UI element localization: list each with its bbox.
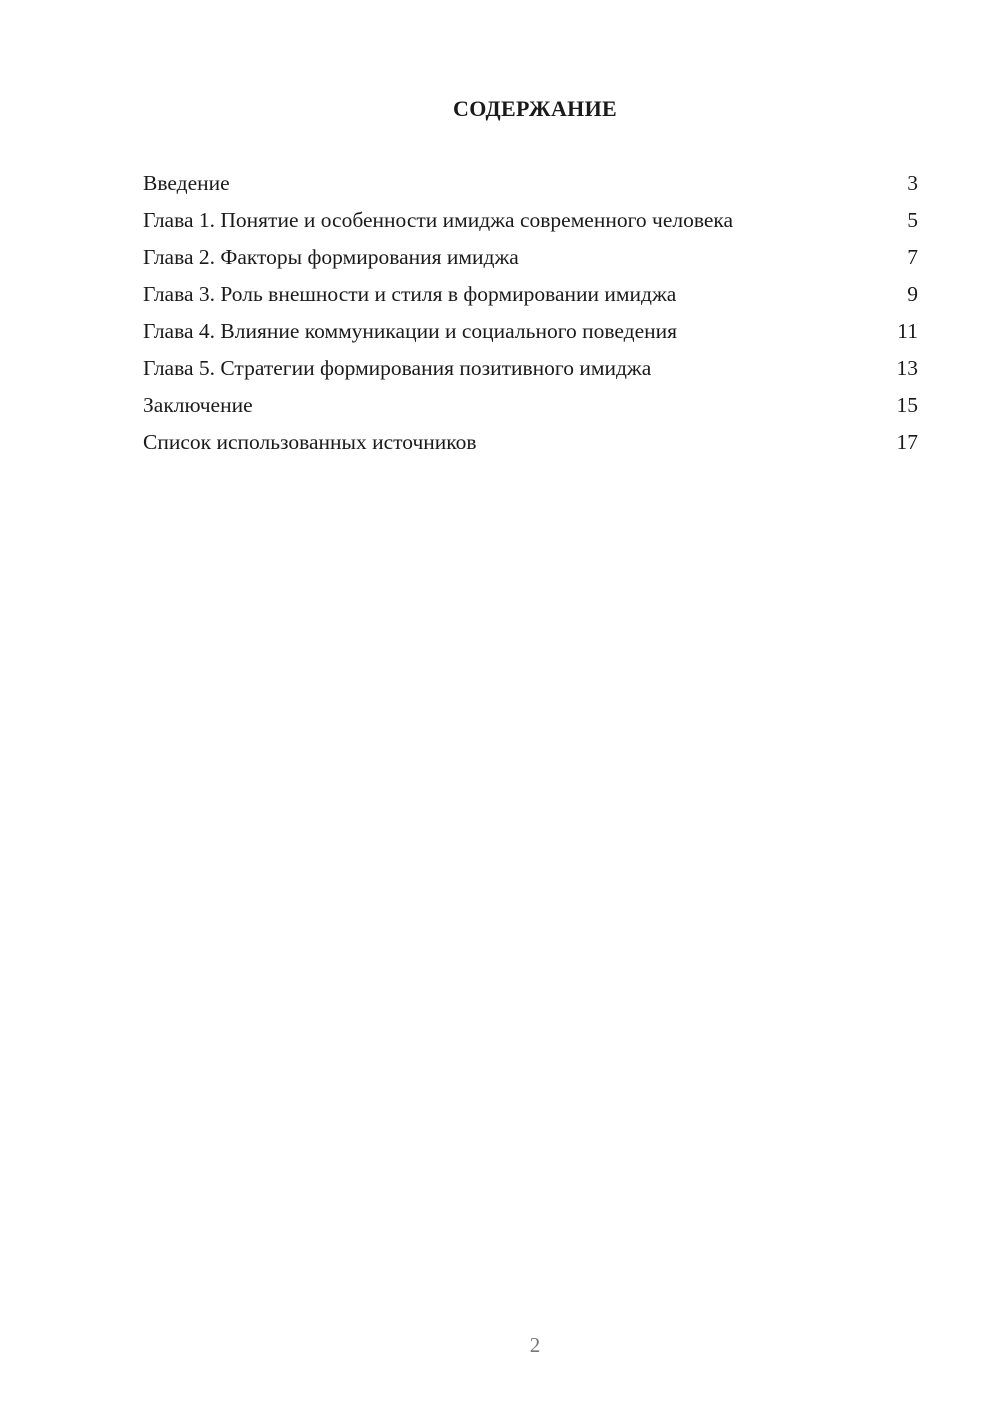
toc-entry-chapter-3: [143, 281, 918, 308]
toc-entry-label: Глава 2. Факторы формирования имиджа: [143, 245, 519, 269]
toc-entry-page: 3: [907, 171, 918, 195]
toc-entry-references: [143, 429, 918, 456]
toc-entry-label: Глава 3. Роль внешности и стиля в формировании имиджа: [143, 282, 677, 306]
toc-entry-page: 5: [907, 208, 918, 232]
toc-entry-page: 7: [907, 245, 918, 269]
toc-title: СОДЕРЖАНИЕ: [453, 96, 617, 121]
toc-entry-page: 13: [896, 356, 918, 380]
toc-entry-page: 9: [907, 282, 918, 306]
toc-entry-page: 17: [896, 430, 918, 454]
toc-entry-chapter-5: [143, 355, 918, 382]
toc-entry-introduction: [143, 170, 918, 197]
toc-entry-label: Глава 4. Влияние коммуникации и социального поведения: [143, 319, 678, 343]
toc-entry-label: Введение: [143, 171, 230, 195]
toc-entry-label: Глава 5. Стратегии формирования позитивного имиджа: [143, 356, 652, 380]
table-of-contents: [143, 170, 918, 466]
toc-entry-label: Заключение: [143, 393, 253, 417]
toc-entry-page: 11: [897, 319, 918, 343]
toc-entry-label: Список использованных источников: [143, 430, 477, 454]
toc-entry-page: 15: [896, 393, 918, 417]
page-number: 2: [529, 1333, 541, 1357]
toc-entry-label: Глава 1. Понятие и особенности имиджа современного человека: [143, 208, 734, 232]
toc-entry-chapter-1: [143, 207, 918, 234]
toc-entry-conclusion: [143, 392, 918, 419]
toc-entry-chapter-2: [143, 244, 918, 271]
toc-entry-chapter-4: [143, 318, 918, 345]
